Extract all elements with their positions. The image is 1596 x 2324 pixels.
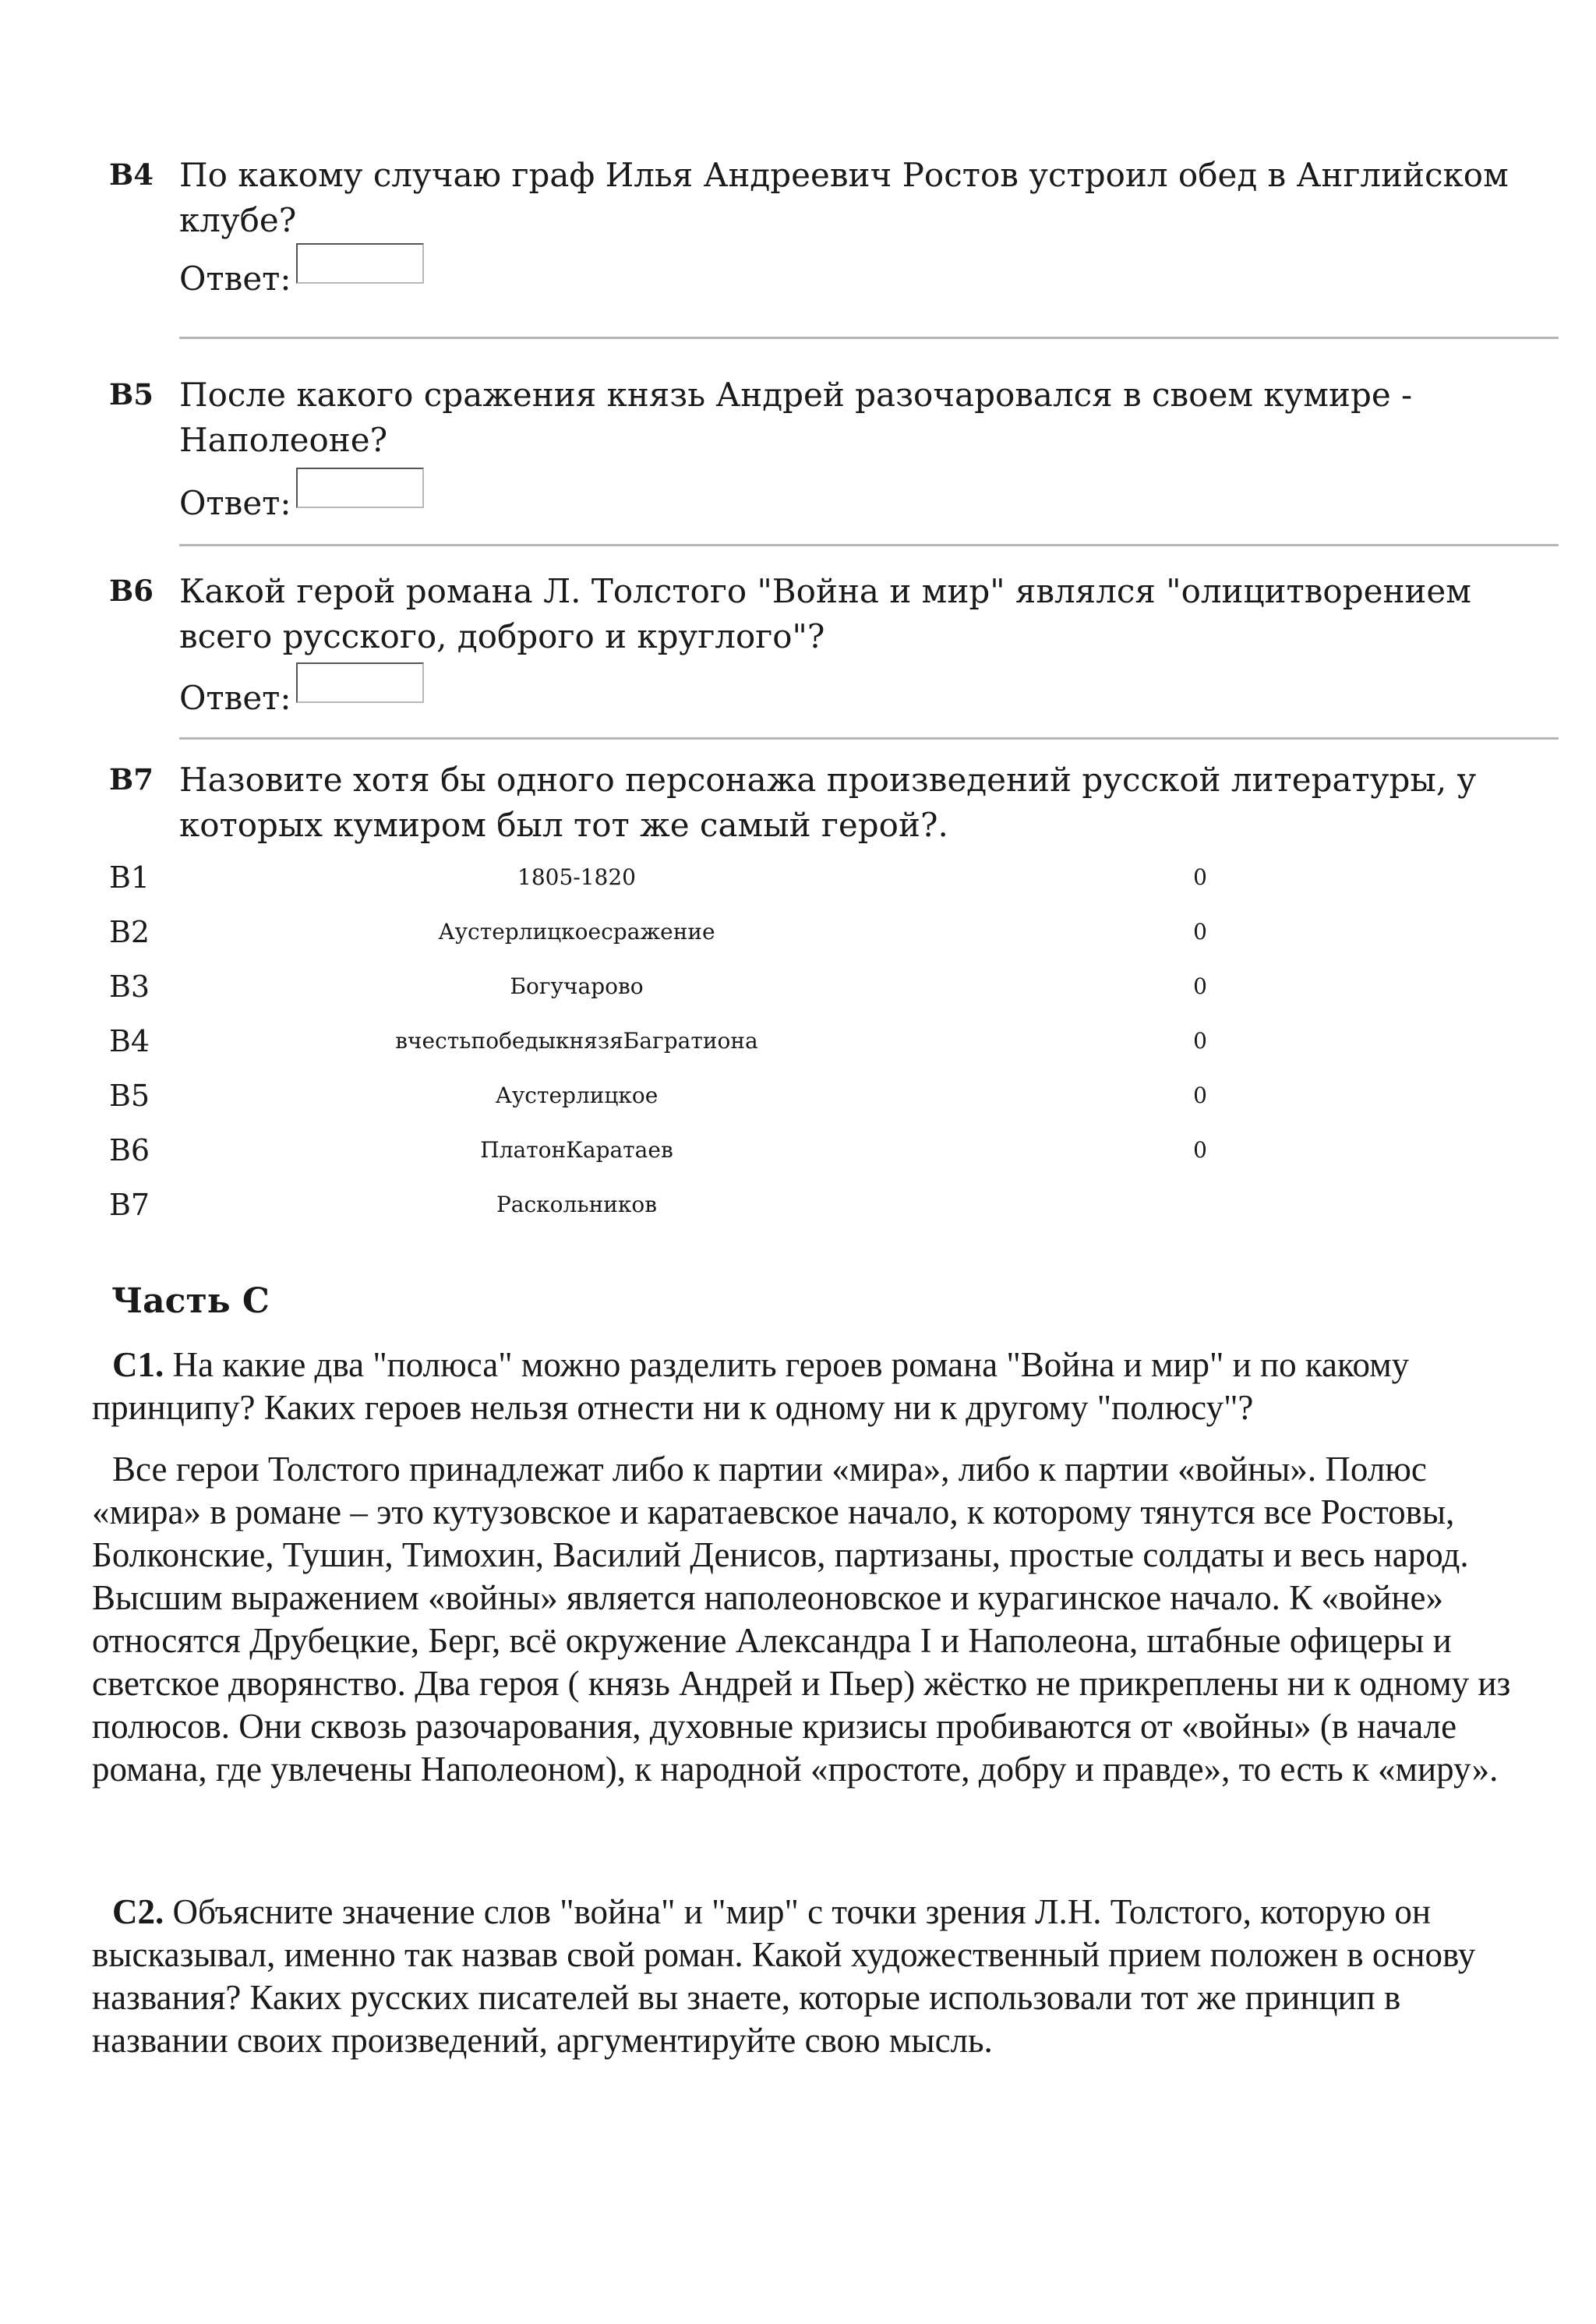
result-code: B2	[109, 915, 150, 949]
result-code: B1	[109, 860, 150, 895]
separator	[179, 544, 1559, 546]
result-score: 0	[1193, 973, 1207, 999]
question-code: B5	[109, 377, 154, 411]
result-score: 0	[1193, 919, 1207, 945]
section-title: Часть С	[111, 1281, 270, 1321]
answer-input[interactable]	[296, 243, 424, 284]
result-row	[109, 1181, 1278, 1228]
question-b5	[109, 373, 1559, 528]
question-code: B6	[109, 574, 154, 608]
result-score: 0	[1193, 1028, 1207, 1054]
question-b4	[109, 153, 1559, 309]
result-code: B3	[109, 970, 150, 1004]
answer-input[interactable]	[296, 468, 424, 508]
question-text: Какой герой романа Л. Толстого "Война и мир" являлся "олицитворением всего русского, доброго и круглого"?	[179, 572, 1471, 655]
c1-question-text: На какие два "полюса" можно разделить героев романа "Война и мир" и по какому принципу? Каких героев нельзя отнести ни к одному ни к другому "полюсу"?	[92, 1345, 1410, 1427]
answer-input[interactable]	[296, 662, 424, 703]
answer-label: Ответ:	[179, 679, 291, 717]
answer-row	[179, 257, 291, 301]
question-b6	[109, 569, 1559, 725]
result-code: B5	[109, 1079, 150, 1113]
question-text: После какого сражения князь Андрей разочаровался в своем кумире - Наполеоне?	[179, 376, 1413, 459]
question-b7	[109, 758, 1559, 851]
result-code: B6	[109, 1133, 150, 1167]
result-score: 0	[1193, 864, 1207, 890]
result-row	[109, 1127, 1278, 1174]
question-text: Назовите хотя бы одного персонажа произведений русской литературы, у которых кумиром был тот же самый герой?.	[179, 761, 1477, 844]
result-answer: Раскольников	[496, 1192, 658, 1217]
c1-code: С1.	[112, 1345, 164, 1384]
answer-row	[179, 676, 291, 720]
c2-question	[92, 1891, 1541, 2062]
result-code: B7	[109, 1188, 150, 1222]
result-row	[109, 1018, 1278, 1065]
result-score: 0	[1193, 1083, 1207, 1108]
separator	[179, 337, 1559, 339]
result-answer: Аустерлицкое	[495, 1083, 659, 1108]
result-answer: Богучарово	[510, 973, 644, 999]
result-score: 0	[1193, 1137, 1207, 1163]
result-answer: Аустерлицкоесражение	[438, 919, 715, 945]
result-row	[109, 909, 1278, 955]
question-code: B4	[109, 157, 154, 192]
question-code: B7	[109, 762, 154, 796]
result-code: B4	[109, 1024, 150, 1058]
c2-question-text: Объясните значение слов "война" и "мир" с точки зрения Л.Н. Толстого, которую он высказывал, именно так назвав свой роман. Какой художественный прием положен в основу названия? Каких русских писателей вы знаете, которые использовали тот же принцип в названии своих произведений, аргументируйте свою мысль.	[92, 1892, 1476, 2060]
result-answer: вчестьпобедыкнязяБагратиона	[395, 1028, 758, 1054]
result-row	[109, 854, 1278, 901]
result-row	[109, 963, 1278, 1010]
separator	[179, 737, 1559, 740]
result-answer: ПлатонКаратаев	[480, 1137, 673, 1163]
result-row	[109, 1072, 1278, 1119]
question-text: По какому случаю граф Илья Андреевич Ростов устроил обед в Английском клубе?	[179, 156, 1509, 239]
c1-answer: Все герои Толстого принадлежат либо к партии «мира», либо к партии «войны». Полюс «мира» в романе – это кутузовское и каратаевское начало, к которому тянутся все Ростовы, Болконские, Тушин, Тимохин, Василий Денисов, партизаны, простые солдаты и весь народ. Высшим выражением «войны» является наполеоновское и курагинское начало. К «войне» относятся Друбецкие, Берг, всё окружение Александра I и Наполеона, штабные офицеры и светское дворянство. Два героя ( князь Андрей и Пьер) жёстко не прикреплены ни к одному из полюсов. Они сквозь разочарования, духовные кризисы пробиваются от «войны» (в начале романа, где увлечены Наполеоном), к народной «простоте, добру и правде», то есть к «миру».	[92, 1450, 1511, 1789]
result-answer: 1805-1820	[517, 864, 636, 890]
c2-code: С2.	[112, 1892, 164, 1931]
c1-question	[92, 1344, 1541, 1429]
answer-label: Ответ:	[179, 484, 291, 522]
answer-label: Ответ:	[179, 260, 291, 298]
answer-row	[179, 482, 291, 525]
